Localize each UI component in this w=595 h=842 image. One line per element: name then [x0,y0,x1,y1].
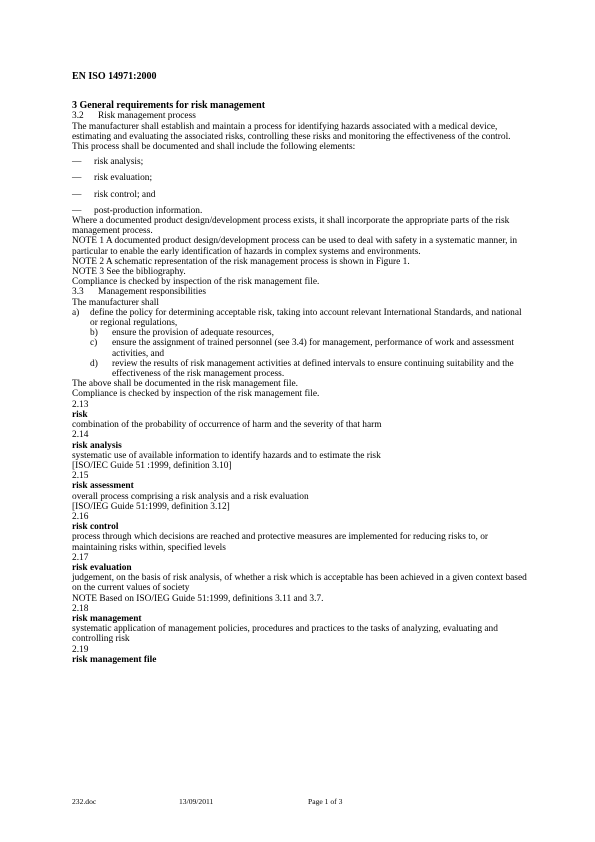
definition-text: NOTE Based on ISO/IEG Guide 51:1999, definitions 3.11 and 3.7. [72,593,324,604]
compliance-statement: Compliance is checked by inspection of the risk management file. [72,277,320,288]
list-item [72,173,527,183]
note-2: NOTE 2 A schematic representation of the risk management process is shown in Figure 1. [72,256,410,267]
section-heading: 3 General requirements for risk management [72,100,266,112]
footer-filename: 232.doc [72,797,97,806]
definition-entry [72,471,527,512]
list-item [72,190,527,200]
list-marker: — [72,173,82,184]
list-item-a [72,308,527,328]
clause-paragraph: Where a documented product design/development process exists, it shall incorporate the appropriate parts of the risk management process. [72,216,510,237]
list-marker: — [72,205,82,216]
definition-entry [72,553,527,604]
clause-title: Risk management process [98,111,196,122]
list-item [72,338,527,358]
list-marker: a) [72,307,80,318]
list-item [72,328,527,338]
definition-term: risk analysis [72,440,122,451]
definition-number: 2.18 [72,603,89,614]
document-page [72,72,527,665]
list-text: risk analysis; [94,157,144,168]
definition-number: 2.16 [72,511,89,522]
document-title: EN ISO 14971:2000 [72,71,157,82]
definition-entry [72,430,527,471]
definition-term: risk management [72,613,142,624]
definition-number: 2.19 [72,644,89,655]
definition-number: 2.13 [72,399,89,410]
note-1: NOTE 1 A documented product design/development process can be used to deal with safety in a systematic manner, in particular to enable the early identification of hazards in complex systems and environments. [72,236,518,257]
list-item [72,206,527,216]
definition-text: combination of the probability of occurrence of harm and the severity of that harm [72,420,382,431]
compliance-statement: Compliance is checked by inspection of the risk management file. [72,389,320,400]
definition-text: judgement, on the basis of risk analysis, of whether a risk which is acceptable has been achieved in a given context based on the current values of society [72,573,527,594]
definition-entry [72,645,527,665]
definition-entry [72,400,527,431]
clause-number: 3.2 [72,111,84,122]
list-marker: d) [90,358,98,369]
list-text: risk control; and [94,189,156,200]
definition-text: [ISO/IEG Guide 51:1999, definition 3.12] [72,501,230,512]
list-item [72,359,527,379]
definition-entry [72,604,527,645]
responsibility-list [72,328,527,379]
clause-title: Management responsibilities [98,287,207,298]
definition-term: risk management file [72,654,157,665]
clause-body: The manufacturer shall establish and maintain a process for identifying hazards associated with a medical device, estimating and evaluating the associated risks, controlling these risks and monitoring the effectiveness of the control. This process shall be documented and shall include the following elements: [72,121,511,153]
list-text: review the results of risk management activities at defined intervals to ensure continuing suitability and the effectiveness of the risk management process. [112,358,514,380]
definition-number: 2.17 [72,552,89,563]
note-3: NOTE 3 See the bibliography. [72,267,186,278]
list-text: ensure the provision of adequate resources, [112,328,274,339]
definition-text: [ISO/IEC Guide 51 :1999, definition 3.10] [72,460,232,471]
definition-number: 2.14 [72,430,89,441]
list-marker: — [72,189,82,200]
definitions-list [72,400,527,665]
definition-text: overall process comprising a risk analysis and a risk evaluation [72,491,309,502]
list-item [72,157,527,167]
list-text: risk evaluation; [94,173,153,184]
definition-number: 2.15 [72,471,89,482]
definition-text: systematic use of available information to identify hazards and to estimate the risk [72,450,381,461]
list-marker: — [72,157,82,168]
definition-term: risk assessment [72,481,134,492]
list-text: post-production information. [94,205,203,216]
clause-number: 3.3 [72,287,84,298]
definition-entry [72,512,527,553]
definition-term: risk control [72,522,119,533]
definition-text: systematic application of management policies, procedures and practices to the tasks of analyzing, evaluating and controlling risk [72,624,498,645]
footer-date: 13/09/2011 [179,797,214,806]
footer-page-number: Page 1 of 3 [308,797,343,806]
clause-3-2-heading [72,111,527,121]
definition-term: risk [72,409,88,420]
definition-text: process through which decisions are reached and protective measures are implemented for reducing risks to, or maintaining risks within, specified levels [72,532,488,553]
definition-term: risk evaluation [72,562,132,573]
clause-3-3-heading [72,287,527,297]
element-list [72,157,527,216]
list-marker: c) [90,338,98,349]
clause-paragraph: The above shall be documented in the risk management file. [72,379,298,390]
list-marker: b) [90,328,98,339]
list-text: define the policy for determining acceptable risk, taking into account relevant International Standards, and national or regional regulations, [90,307,522,329]
clause-intro: The manufacturer shall [72,297,159,308]
list-text: ensure the assignment of trained personnel (see 3.4) for management, performance of work and assessment activities, and [112,338,514,359]
